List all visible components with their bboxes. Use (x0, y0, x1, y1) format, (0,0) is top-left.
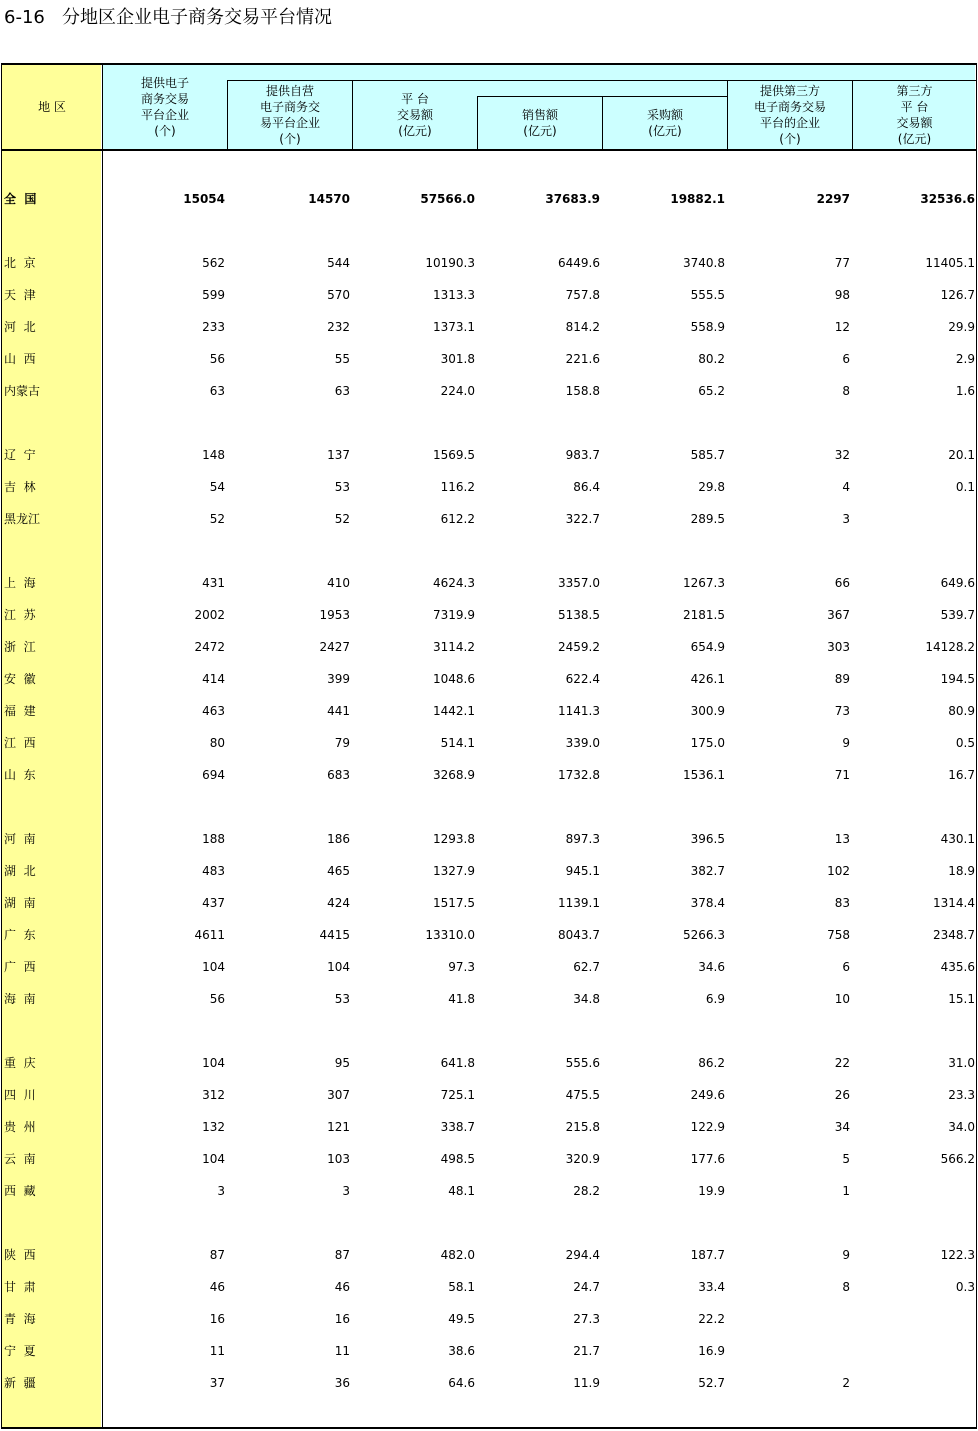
value-cell: 338.7 (440, 1120, 475, 1134)
value-cell: 215.8 (565, 1120, 600, 1134)
value-cell: 224.0 (440, 384, 475, 398)
value-cell: 21.7 (573, 1344, 600, 1358)
region-name: 新 疆 (4, 1376, 36, 1390)
value-cell: 641.8 (440, 1056, 475, 1070)
table-row (0, 765, 978, 785)
value-cell: 103 (327, 1152, 350, 1166)
value-cell: 483 (202, 864, 225, 878)
value-cell: 339.0 (565, 736, 600, 750)
value-cell: 1536.1 (683, 768, 725, 782)
value-cell: 46 (209, 1280, 225, 1294)
value-cell: 56 (209, 352, 225, 366)
region-name: 浙 江 (4, 640, 36, 654)
region-name: 陕 西 (4, 1248, 36, 1262)
table-row (0, 1245, 978, 1265)
table-row (0, 253, 978, 273)
value-cell: 23.3 (948, 1088, 975, 1102)
region-name: 江 苏 (4, 608, 36, 622)
value-cell: 3 (842, 512, 850, 526)
value-cell: 514.1 (440, 736, 475, 750)
header-region: 地 区 (38, 100, 66, 114)
table-row (0, 669, 978, 689)
value-cell: 3268.9 (433, 768, 475, 782)
value-cell: 814.2 (565, 320, 600, 334)
value-cell: 64.6 (448, 1376, 475, 1390)
value-cell: 65.2 (698, 384, 725, 398)
value-cell: 1327.9 (433, 864, 475, 878)
value-cell: 3 (217, 1184, 225, 1198)
value-cell: 2002 (194, 608, 225, 622)
value-cell: 32 (834, 448, 850, 462)
value-cell: 58.1 (448, 1280, 475, 1294)
value-cell: 80 (209, 736, 225, 750)
value-cell: 22.2 (698, 1312, 725, 1326)
value-cell: 4611 (194, 928, 225, 942)
value-cell: 52 (209, 512, 225, 526)
value-cell: 102 (827, 864, 850, 878)
value-cell: 14128.2 (925, 640, 975, 654)
table-title: 6-16 分地区企业电子商务交易平台情况 (4, 7, 333, 28)
value-cell: 175.0 (690, 736, 725, 750)
value-cell: 367 (827, 608, 850, 622)
value-cell: 1141.3 (558, 704, 600, 718)
table-row (0, 1085, 978, 1105)
region-name: 安 徽 (4, 672, 36, 686)
table-row (0, 637, 978, 657)
value-cell: 232 (327, 320, 350, 334)
value-cell: 6449.6 (558, 256, 600, 270)
value-cell: 31.0 (948, 1056, 975, 1070)
region-name: 广 东 (4, 928, 36, 942)
table-row (0, 285, 978, 305)
region-name: 云 南 (4, 1152, 36, 1166)
value-cell: 555.6 (565, 1056, 600, 1070)
value-cell: 6 (842, 960, 850, 974)
value-cell: 55 (334, 352, 350, 366)
value-cell: 6.9 (705, 992, 725, 1006)
value-cell: 98 (834, 288, 850, 302)
value-cell: 80.9 (948, 704, 975, 718)
value-cell: 9 (842, 736, 850, 750)
value-cell: 555.5 (690, 288, 725, 302)
value-cell: 62.7 (573, 960, 600, 974)
table-row (0, 893, 978, 913)
value-cell: 19882.1 (670, 192, 725, 206)
value-cell: 5266.3 (683, 928, 725, 942)
header-self-operated-enterprises: 提供自营 电子商务交 易平台企业 (个) (259, 84, 320, 146)
value-cell: 53 (334, 992, 350, 1006)
value-cell: 63 (209, 384, 225, 398)
value-cell: 2472 (194, 640, 225, 654)
value-cell: 22 (834, 1056, 850, 1070)
value-cell: 378.4 (690, 896, 725, 910)
value-cell: 475.5 (565, 1088, 600, 1102)
value-cell: 104 (202, 1152, 225, 1166)
value-cell: 27.3 (573, 1312, 600, 1326)
value-cell: 544 (327, 256, 350, 270)
value-cell: 4 (842, 480, 850, 494)
value-cell: 34.0 (948, 1120, 975, 1134)
value-cell: 11 (334, 1344, 350, 1358)
value-cell: 37 (209, 1376, 225, 1390)
table-row (0, 1053, 978, 1073)
value-cell: 435.6 (940, 960, 975, 974)
value-cell: 34 (834, 1120, 850, 1134)
value-cell: 4415 (319, 928, 350, 942)
table-row (0, 925, 978, 945)
value-cell: 34.8 (573, 992, 600, 1006)
value-cell: 194.5 (940, 672, 975, 686)
value-cell: 10190.3 (425, 256, 475, 270)
value-cell: 52.7 (698, 1376, 725, 1390)
value-cell: 41.8 (448, 992, 475, 1006)
value-cell: 24.7 (573, 1280, 600, 1294)
region-name: 吉 林 (4, 480, 36, 494)
region-name: 湖 北 (4, 864, 36, 878)
region-name: 贵 州 (4, 1120, 36, 1134)
value-cell: 399 (327, 672, 350, 686)
region-name: 山 西 (4, 352, 36, 366)
value-cell: 121 (327, 1120, 350, 1134)
value-cell: 2459.2 (558, 640, 600, 654)
value-cell: 414 (202, 672, 225, 686)
table-row (0, 349, 978, 369)
value-cell: 539.7 (940, 608, 975, 622)
table-row (0, 829, 978, 849)
value-cell: 233 (202, 320, 225, 334)
value-cell: 116.2 (440, 480, 475, 494)
value-cell: 83 (834, 896, 850, 910)
value-cell: 14570 (308, 192, 350, 206)
value-cell: 122.3 (940, 1248, 975, 1262)
region-name: 广 西 (4, 960, 36, 974)
value-cell: 3114.2 (433, 640, 475, 654)
value-cell: 49.5 (448, 1312, 475, 1326)
value-cell: 29.9 (948, 320, 975, 334)
region-name: 北 京 (4, 256, 36, 270)
value-cell: 95 (334, 1056, 350, 1070)
value-cell: 983.7 (565, 448, 600, 462)
value-cell: 1.6 (955, 384, 975, 398)
table-row (0, 861, 978, 881)
value-cell: 18.9 (948, 864, 975, 878)
value-cell: 122.9 (690, 1120, 725, 1134)
value-cell: 430.1 (940, 832, 975, 846)
value-cell: 46 (334, 1280, 350, 1294)
table-row (0, 477, 978, 497)
value-cell: 28.2 (573, 1184, 600, 1198)
value-cell: 10 (834, 992, 850, 1006)
value-cell: 289.5 (690, 512, 725, 526)
header-sales: 销售额 (亿元) (521, 108, 558, 138)
value-cell: 86.4 (573, 480, 600, 494)
value-cell: 126.7 (940, 288, 975, 302)
value-cell: 11 (209, 1344, 225, 1358)
region-name: 宁 夏 (4, 1344, 36, 1358)
value-cell: 87 (209, 1248, 225, 1262)
value-cell: 13 (834, 832, 850, 846)
value-cell: 9 (842, 1248, 850, 1262)
value-cell: 53 (334, 480, 350, 494)
value-cell: 89 (834, 672, 850, 686)
value-cell: 622.4 (565, 672, 600, 686)
value-cell: 463 (202, 704, 225, 718)
value-cell: 1313.3 (433, 288, 475, 302)
value-cell: 132 (202, 1120, 225, 1134)
value-cell: 56 (209, 992, 225, 1006)
value-cell: 186 (327, 832, 350, 846)
region-name: 湖 南 (4, 896, 36, 910)
table-bottom-border (1, 1427, 977, 1429)
table-row (0, 1373, 978, 1393)
region-name: 四 川 (4, 1088, 36, 1102)
value-cell: 158.8 (565, 384, 600, 398)
value-cell: 2.9 (955, 352, 975, 366)
value-cell: 426.1 (690, 672, 725, 686)
table-row (0, 957, 978, 977)
header-purchases: 采购额 (亿元) (646, 108, 683, 138)
value-cell: 5138.5 (558, 608, 600, 622)
value-cell: 396.5 (690, 832, 725, 846)
region-name: 上 海 (4, 576, 36, 590)
value-cell: 187.7 (690, 1248, 725, 1262)
value-cell: 897.3 (565, 832, 600, 846)
value-cell: 599 (202, 288, 225, 302)
value-cell: 79 (334, 736, 350, 750)
value-cell: 1569.5 (433, 448, 475, 462)
value-cell: 683 (327, 768, 350, 782)
value-cell: 437 (202, 896, 225, 910)
value-cell: 177.6 (690, 1152, 725, 1166)
value-cell: 757.8 (565, 288, 600, 302)
value-cell: 33.4 (698, 1280, 725, 1294)
value-cell: 104 (202, 960, 225, 974)
value-cell: 758 (827, 928, 850, 942)
value-cell: 1517.5 (433, 896, 475, 910)
header-bottom-border (1, 149, 977, 151)
value-cell: 57566.0 (420, 192, 475, 206)
value-cell: 0.1 (955, 480, 975, 494)
value-cell: 2348.7 (933, 928, 975, 942)
value-cell: 80.2 (698, 352, 725, 366)
value-cell: 694 (202, 768, 225, 782)
value-cell: 307 (327, 1088, 350, 1102)
value-cell: 26 (834, 1088, 850, 1102)
value-cell: 322.7 (565, 512, 600, 526)
value-cell: 11405.1 (925, 256, 975, 270)
value-cell: 1 (842, 1184, 850, 1198)
value-cell: 8 (842, 1280, 850, 1294)
value-cell: 249.6 (690, 1088, 725, 1102)
value-cell: 188 (202, 832, 225, 846)
value-cell: 6 (842, 352, 850, 366)
region-name: 全 国 (4, 192, 37, 206)
header-platform-enterprises: 提供电子 商务交易 平台企业 (个) (140, 76, 189, 138)
value-cell: 32536.6 (920, 192, 975, 206)
region-name: 海 南 (4, 992, 36, 1006)
value-cell: 465 (327, 864, 350, 878)
value-cell: 410 (327, 576, 350, 590)
table-row (0, 317, 978, 337)
table-row (0, 445, 978, 465)
value-cell: 566.2 (940, 1152, 975, 1166)
value-cell: 1139.1 (558, 896, 600, 910)
value-cell: 71 (834, 768, 850, 782)
region-name: 辽 宁 (4, 448, 36, 462)
table-row (0, 1341, 978, 1361)
value-cell: 29.8 (698, 480, 725, 494)
table-row (0, 1117, 978, 1137)
table-row (0, 989, 978, 1009)
value-cell: 649.6 (940, 576, 975, 590)
value-cell: 431 (202, 576, 225, 590)
header-third-party-transactions: 第三方 平 台 交易额 (亿元) (896, 84, 933, 146)
value-cell: 36 (334, 1376, 350, 1390)
value-cell: 612.2 (440, 512, 475, 526)
value-cell: 320.9 (565, 1152, 600, 1166)
value-cell: 0.3 (955, 1280, 975, 1294)
value-cell: 87 (334, 1248, 350, 1262)
value-cell: 77 (834, 256, 850, 270)
value-cell: 5 (842, 1152, 850, 1166)
value-cell: 725.1 (440, 1088, 475, 1102)
value-cell: 8043.7 (558, 928, 600, 942)
value-cell: 11.9 (573, 1376, 600, 1390)
value-cell: 558.9 (690, 320, 725, 334)
value-cell: 424 (327, 896, 350, 910)
value-cell: 2 (842, 1376, 850, 1390)
value-cell: 38.6 (448, 1344, 475, 1358)
value-cell: 3357.0 (558, 576, 600, 590)
value-cell: 16 (334, 1312, 350, 1326)
region-name: 山 东 (4, 768, 36, 782)
value-cell: 48.1 (448, 1184, 475, 1198)
value-cell: 482.0 (440, 1248, 475, 1262)
value-cell: 1373.1 (433, 320, 475, 334)
value-cell: 1267.3 (683, 576, 725, 590)
region-name: 青 海 (4, 1312, 36, 1326)
header-third-party-enterprises: 提供第三方 电子商务交易 平台的企业 (个) (753, 84, 826, 146)
table-row (0, 1149, 978, 1169)
value-cell: 0.5 (955, 736, 975, 750)
value-cell: 97.3 (448, 960, 475, 974)
region-name: 河 北 (4, 320, 36, 334)
value-cell: 52 (334, 512, 350, 526)
value-cell: 1048.6 (433, 672, 475, 686)
region-name: 江 西 (4, 736, 36, 750)
value-cell: 73 (834, 704, 850, 718)
value-cell: 13310.0 (425, 928, 475, 942)
value-cell: 20.1 (948, 448, 975, 462)
table-row (0, 189, 978, 209)
value-cell: 312 (202, 1088, 225, 1102)
value-cell: 86.2 (698, 1056, 725, 1070)
value-cell: 4624.3 (433, 576, 475, 590)
region-name: 内蒙古 (4, 384, 41, 398)
value-cell: 441 (327, 704, 350, 718)
value-cell: 1314.4 (933, 896, 975, 910)
value-cell: 294.4 (565, 1248, 600, 1262)
value-cell: 7319.9 (433, 608, 475, 622)
value-cell: 15.1 (948, 992, 975, 1006)
region-name: 重 庆 (4, 1056, 36, 1070)
value-cell: 3 (342, 1184, 350, 1198)
value-cell: 221.6 (565, 352, 600, 366)
table-row (0, 733, 978, 753)
value-cell: 945.1 (565, 864, 600, 878)
value-cell: 1732.8 (558, 768, 600, 782)
value-cell: 303 (827, 640, 850, 654)
value-cell: 37683.9 (545, 192, 600, 206)
value-cell: 34.6 (698, 960, 725, 974)
table-row (0, 605, 978, 625)
value-cell: 8 (842, 384, 850, 398)
value-cell: 15054 (183, 192, 225, 206)
region-name: 甘 肃 (4, 1280, 36, 1294)
region-name: 西 藏 (4, 1184, 36, 1198)
region-name: 河 南 (4, 832, 36, 846)
value-cell: 300.9 (690, 704, 725, 718)
value-cell: 2297 (816, 192, 850, 206)
header-platform-transactions: 平 台 交易额 (亿元) (396, 92, 433, 138)
region-name: 黑龙江 (4, 512, 41, 526)
value-cell: 54 (209, 480, 225, 494)
value-cell: 63 (334, 384, 350, 398)
region-name: 天 津 (4, 288, 36, 302)
table-row (0, 1277, 978, 1297)
value-cell: 137 (327, 448, 350, 462)
value-cell: 2427 (319, 640, 350, 654)
value-cell: 3740.8 (683, 256, 725, 270)
table-row (0, 1181, 978, 1201)
value-cell: 12 (834, 320, 850, 334)
table-row (0, 573, 978, 593)
value-cell: 2181.5 (683, 608, 725, 622)
value-cell: 382.7 (690, 864, 725, 878)
table-row (0, 509, 978, 529)
value-cell: 104 (202, 1056, 225, 1070)
value-cell: 585.7 (690, 448, 725, 462)
value-cell: 562 (202, 256, 225, 270)
table-row (0, 1309, 978, 1329)
value-cell: 498.5 (440, 1152, 475, 1166)
value-cell: 104 (327, 960, 350, 974)
region-name: 福 建 (4, 704, 36, 718)
value-cell: 301.8 (440, 352, 475, 366)
value-cell: 148 (202, 448, 225, 462)
value-cell: 654.9 (690, 640, 725, 654)
table-row (0, 381, 978, 401)
value-cell: 16.9 (698, 1344, 725, 1358)
value-cell: 1953 (319, 608, 350, 622)
table-row (0, 701, 978, 721)
value-cell: 16.7 (948, 768, 975, 782)
value-cell: 1442.1 (433, 704, 475, 718)
value-cell: 1293.8 (433, 832, 475, 846)
value-cell: 19.9 (698, 1184, 725, 1198)
value-cell: 66 (834, 576, 850, 590)
value-cell: 570 (327, 288, 350, 302)
value-cell: 16 (209, 1312, 225, 1326)
